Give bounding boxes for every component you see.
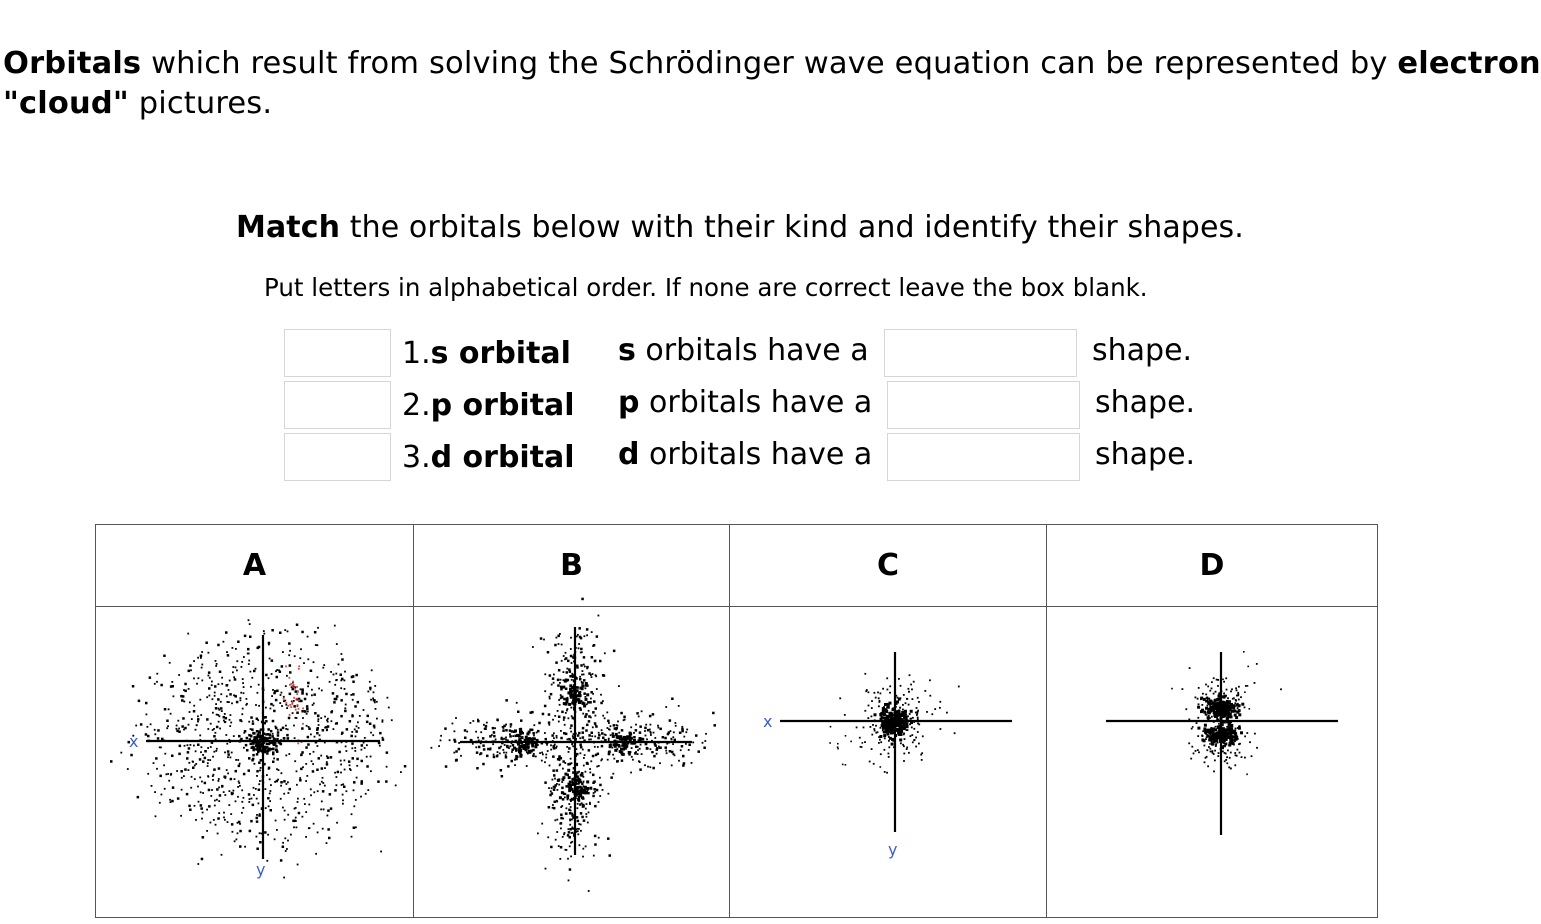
y-axis-label: y <box>888 840 898 859</box>
orbital-number: 3. <box>402 440 431 475</box>
intro-bold-electron: electron <box>1397 46 1541 81</box>
orbital-cloud-d-image <box>1047 607 1377 917</box>
orbital-label-d <box>402 440 575 475</box>
image-cell-a <box>96 607 414 918</box>
answer-input-s-orbital[interactable] <box>284 329 391 377</box>
shape-input-s[interactable] <box>884 329 1077 377</box>
orbital-number: 2. <box>402 388 431 423</box>
orbital-kind: s orbital <box>430 336 571 371</box>
orbital-cloud-c-image <box>730 607 1046 917</box>
x-axis-label: x <box>763 712 773 731</box>
image-cell-d <box>1047 607 1378 918</box>
table-image-row <box>96 607 1378 918</box>
intro-bold-orbitals: Orbitals <box>3 46 142 81</box>
cloud-dots <box>431 598 717 892</box>
shape-word: shape. <box>1095 385 1196 420</box>
orbital-kind: d orbital <box>430 440 575 475</box>
image-cell-c <box>730 607 1047 918</box>
header-b: B <box>414 525 730 607</box>
orbital-cloud-b-image <box>414 607 729 917</box>
orbital-cloud-a-image <box>96 607 413 917</box>
sentence-p <box>618 385 872 420</box>
image-cell-b <box>414 607 730 918</box>
orbital-number: 1. <box>402 336 431 371</box>
match-instruction <box>236 210 1244 245</box>
sentence-letter: p <box>618 385 640 420</box>
intro-text-1: which result from solving the Schrödinger wave equation can be represented by <box>141 46 1398 81</box>
sentence-text: orbitals have a <box>639 385 873 420</box>
orbital-label-p <box>402 388 575 423</box>
sentence-text: orbitals have a <box>639 437 873 472</box>
header-d: D <box>1047 525 1378 607</box>
shape-word: shape. <box>1095 437 1196 472</box>
answer-input-d-orbital[interactable] <box>284 433 391 481</box>
header-c: C <box>730 525 1047 607</box>
intro-paragraph <box>3 44 1541 124</box>
match-bold: Match <box>236 210 341 245</box>
orbital-kind: p orbital <box>430 388 575 423</box>
sentence-d <box>618 437 872 472</box>
header-a: A <box>96 525 414 607</box>
cloud-dots <box>110 619 406 878</box>
y-axis-label: y <box>256 860 266 879</box>
shape-input-d[interactable] <box>887 433 1080 481</box>
cloud-dots <box>1171 651 1282 775</box>
shape-input-p[interactable] <box>887 381 1080 429</box>
table-header-row <box>96 525 1378 607</box>
sentence-letter: d <box>618 437 640 472</box>
order-note: Put letters in alphabetical order. If none are correct leave the box blank. <box>264 273 1148 302</box>
answer-input-p-orbital[interactable] <box>284 381 391 429</box>
sentence-s <box>618 333 869 368</box>
sentence-text: orbitals have a <box>635 333 869 368</box>
shape-word: shape. <box>1092 333 1193 368</box>
sentence-letter: s <box>618 333 636 368</box>
x-axis-label: x <box>129 732 139 751</box>
orbital-pictures-table <box>95 524 1378 918</box>
orbital-label-s <box>402 336 571 371</box>
intro-text-2: pictures. <box>128 86 273 121</box>
match-text: the orbitals below with their kind and identify their shapes. <box>340 210 1244 245</box>
intro-bold-cloud: "cloud" <box>3 86 129 121</box>
